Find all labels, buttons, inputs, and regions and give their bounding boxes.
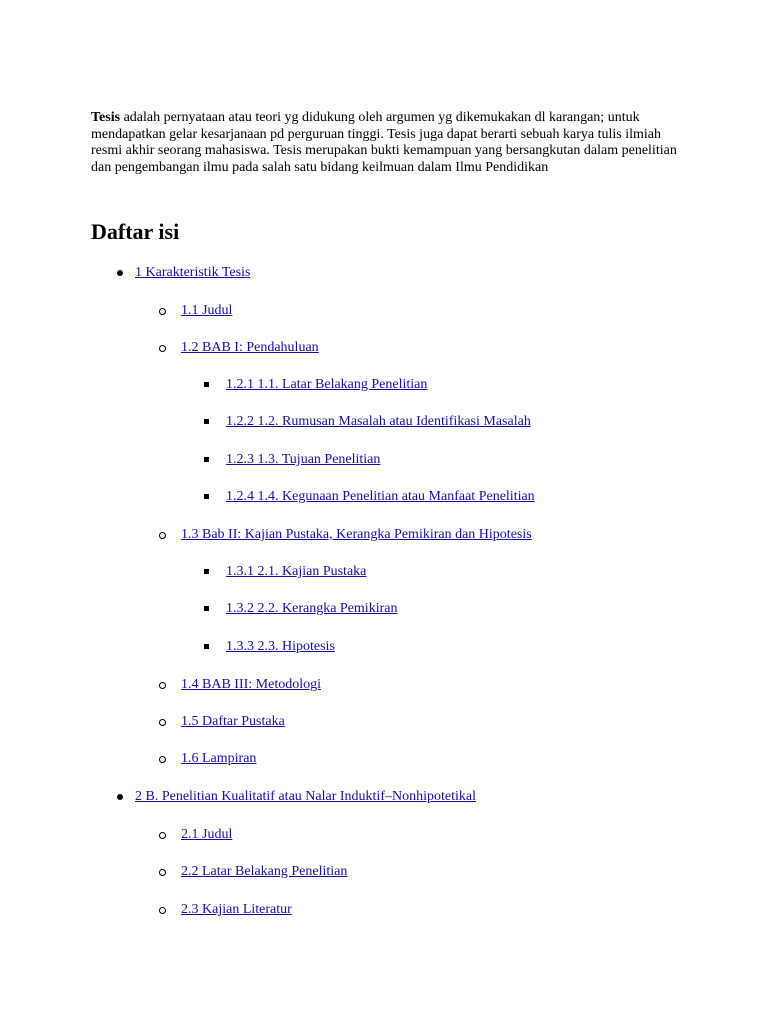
square-bullet-icon xyxy=(204,606,209,611)
square-bullet-icon xyxy=(204,569,209,574)
toc-link-1-3[interactable]: 1.3 Bab II: Kajian Pustaka, Kerangka Pemikiran dan Hipotesis xyxy=(181,527,532,542)
toc-item-2-3 xyxy=(0,900,768,920)
circle-bullet-icon xyxy=(159,308,166,315)
toc-item-1-3-3 xyxy=(0,637,768,657)
toc-item-1-2-4 xyxy=(0,487,768,507)
circle-bullet-icon xyxy=(159,719,166,726)
toc-link-1-3-2[interactable]: 1.3.2 2.2. Kerangka Pemikiran xyxy=(226,601,398,616)
toc-link-2[interactable]: 2 B. Penelitian Kualitatif atau Nalar Induktif–Nonhipotetikal xyxy=(135,789,476,804)
circle-bullet-icon xyxy=(159,345,166,352)
square-bullet-icon xyxy=(204,457,209,462)
toc-link-2-1[interactable]: 2.1 Judul xyxy=(181,827,233,842)
square-bullet-icon xyxy=(204,494,209,499)
circle-bullet-icon xyxy=(159,832,166,839)
toc-link-1-5[interactable]: 1.5 Daftar Pustaka xyxy=(181,714,285,729)
toc-link-1-2-4[interactable]: 1.2.4 1.4. Kegunaan Penelitian atau Manfaat Penelitian xyxy=(226,489,535,504)
square-bullet-icon xyxy=(204,419,209,424)
toc-item-1-3-1 xyxy=(0,562,768,582)
toc-item-1-6 xyxy=(0,749,768,769)
toc-heading: Daftar isi xyxy=(91,219,180,244)
toc-item-1-5 xyxy=(0,712,768,732)
disc-bullet-icon xyxy=(117,270,123,276)
toc-link-1-6[interactable]: 1.6 Lampiran xyxy=(181,751,257,766)
toc-item-2-2 xyxy=(0,862,768,882)
toc-item-1 xyxy=(0,263,768,283)
toc-item-1-1 xyxy=(0,301,768,321)
circle-bullet-icon xyxy=(159,682,166,689)
intro-paragraph xyxy=(91,110,691,176)
circle-bullet-icon xyxy=(159,869,166,876)
toc-item-2 xyxy=(0,787,768,807)
toc-link-1-2[interactable]: 1.2 BAB I: Pendahuluan xyxy=(181,340,319,355)
toc-link-2-2[interactable]: 2.2 Latar Belakang Penelitian xyxy=(181,864,348,879)
toc-link-1-1[interactable]: 1.1 Judul xyxy=(181,303,233,318)
toc-link-1-2-1[interactable]: 1.2.1 1.1. Latar Belakang Penelitian xyxy=(226,377,428,392)
circle-bullet-icon xyxy=(159,756,166,763)
toc-item-1-2-3 xyxy=(0,450,768,470)
square-bullet-icon xyxy=(204,382,209,387)
intro-text: adalah pernyataan atau teori yg didukung oleh argumen yg dikemukakan dl karangan; untuk mendapatkan gelar kesarjanaan pd perguruan tinggi. Tesis juga dapat berarti sebuah karya tulis ilmiah resmi akhir seorang mahasiswa. Tesis merupakan bukti kemampuan yang bersangkutan dalam penelitian dan pengembangan ilmu pada salah satu bidang keilmuan dalam Ilmu Pendidikan xyxy=(91,110,677,175)
toc-item-1-2-1 xyxy=(0,375,768,395)
circle-bullet-icon xyxy=(159,532,166,539)
toc-item-1-3 xyxy=(0,525,768,545)
toc-item-1-2-2 xyxy=(0,412,768,432)
disc-bullet-icon xyxy=(117,794,123,800)
toc-link-1-2-2[interactable]: 1.2.2 1.2. Rumusan Masalah atau Identifikasi Masalah xyxy=(226,414,531,429)
toc-link-2-3[interactable]: 2.3 Kajian Literatur xyxy=(181,902,292,917)
intro-term: Tesis xyxy=(91,110,121,125)
toc-item-1-3-2 xyxy=(0,599,768,619)
square-bullet-icon xyxy=(204,644,209,649)
toc-link-1-2-3[interactable]: 1.2.3 1.3. Tujuan Penelitian xyxy=(226,452,381,467)
toc-link-1-4[interactable]: 1.4 BAB III: Metodologi xyxy=(181,677,321,692)
toc-link-1-3-3[interactable]: 1.3.3 2.3. Hipotesis xyxy=(226,639,335,654)
toc-item-1-2 xyxy=(0,338,768,358)
toc-item-2-1 xyxy=(0,825,768,845)
circle-bullet-icon xyxy=(159,907,166,914)
toc-link-1-3-1[interactable]: 1.3.1 2.1. Kajian Pustaka xyxy=(226,564,367,579)
toc-link-1[interactable]: 1 Karakteristik Tesis xyxy=(135,265,251,280)
toc-item-1-4 xyxy=(0,675,768,695)
